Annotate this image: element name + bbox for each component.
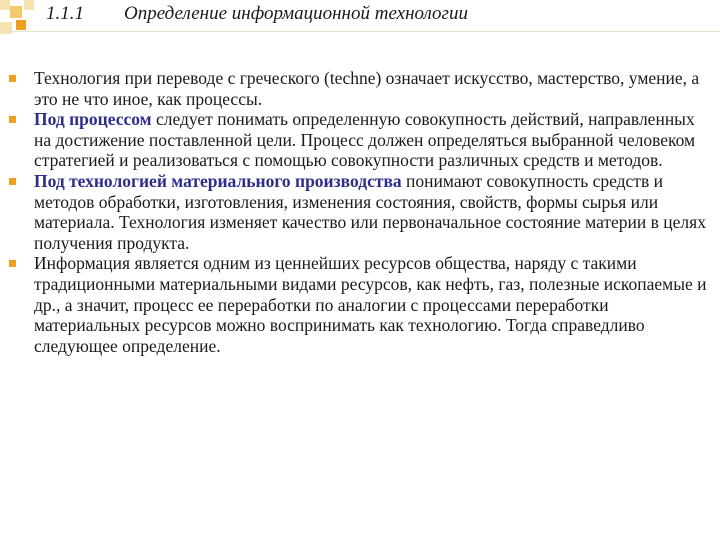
bullet-list (18, 68, 714, 356)
decor-square (24, 0, 34, 10)
item-text: следует понимать определенную совокупность действий, направленных на достижение поставленной цели. Процесс должен определяться выбранной человеком стратегией и реализоваться с помощью совокупности различных средств и методов. (34, 109, 696, 171)
list-item (18, 109, 714, 171)
list-item (18, 253, 714, 356)
item-term: Под процессом (34, 109, 152, 130)
bullet-square-icon (9, 260, 16, 267)
bullet-square-icon (9, 116, 16, 123)
list-item (18, 68, 714, 109)
page-title (46, 0, 468, 28)
item-text: Технология при переводе с греческого (techne) означает искусство, мастерство, умение, а это не что иное, как процессы. (34, 68, 700, 109)
bullet-square-icon (9, 178, 16, 185)
title-number: 1.1.1 (46, 3, 84, 24)
title-text: Определение информационной технологии (124, 3, 468, 24)
bullet-square-icon (9, 75, 16, 82)
item-text: понимают совокупность средств и методов обработки, изготовления, изменения состояния, свойств, формы сырья или материала. Технология изменяет качество или первоначальное состояние материи в целях получения продукта. (34, 170, 706, 253)
title-divider (0, 31, 720, 32)
decor-square (16, 20, 26, 30)
list-item (18, 171, 714, 253)
decor-square (0, 22, 12, 34)
decor-square (10, 6, 22, 18)
item-term: Под технологией материального производства (34, 170, 402, 191)
item-text: Информация является одним из ценнейших ресурсов общества, наряду с такими традиционными материальными видами ресурсов, как нефть, газ, полезные ископаемые и др., а значит, процесс ее переработки по аналогии с процессами переработки материальных ресурсов можно воспринимать как технологию. Тогда справедливо следующее определение. (34, 253, 707, 356)
decor-square (0, 0, 10, 10)
